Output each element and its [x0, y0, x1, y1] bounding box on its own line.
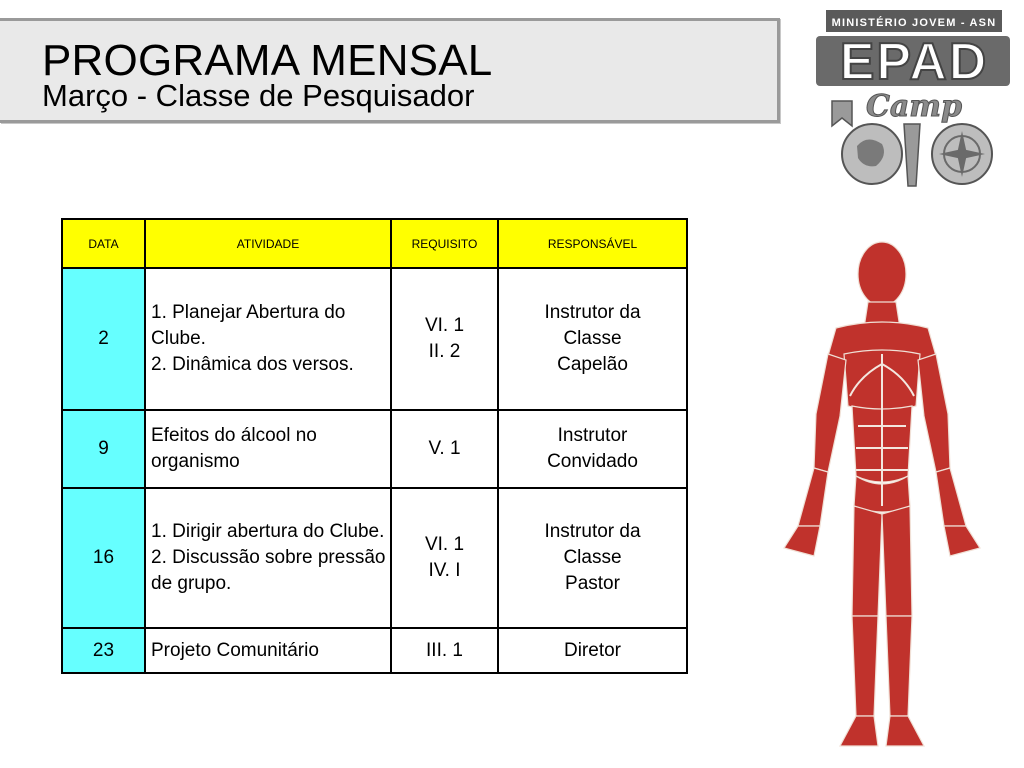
table-row	[62, 628, 687, 673]
figure-right-forearm	[936, 468, 966, 526]
figure-right-foot	[886, 716, 924, 746]
figure-right-upper-arm	[918, 354, 950, 472]
cell-responsible: Instrutor da Classe Capelão	[498, 268, 687, 410]
header-requirement: REQUISITO	[391, 219, 498, 268]
cell-activity: Projeto Comunitário	[145, 628, 391, 673]
logo-top-text: MINISTÉRIO JOVEM - ASN	[831, 17, 997, 29]
epad-camp-logo	[812, 6, 1012, 192]
cell-responsible: Instrutor da Classe Pastor	[498, 488, 687, 628]
table-row	[62, 268, 687, 410]
figure-head	[858, 242, 906, 306]
cell-date: 9	[62, 410, 145, 488]
figure-right-hand	[944, 526, 980, 556]
figure-left-hand	[784, 526, 820, 556]
figure-left-shin	[852, 616, 878, 716]
figure-left-foot	[840, 716, 878, 746]
logo-torch-icon	[904, 124, 920, 186]
table-header-row	[62, 219, 687, 268]
cell-requirement: VI. 1 IV. I	[391, 488, 498, 628]
cell-requirement: III. 1	[391, 628, 498, 673]
cell-activity: Efeitos do álcool no organismo	[145, 410, 391, 488]
cell-requirement: V. 1	[391, 410, 498, 488]
cell-responsible: Diretor	[498, 628, 687, 673]
page-subtitle: Março - Classe de Pesquisador	[42, 78, 475, 113]
cell-date: 16	[62, 488, 145, 628]
figure-left-thigh	[852, 506, 882, 616]
title-banner	[0, 18, 780, 123]
cell-activity: 1. Planejar Abertura do Clube. 2. Dinâmica dos versos.	[145, 268, 391, 410]
cell-responsible: Instrutor Convidado	[498, 410, 687, 488]
logo-script-text: Camp	[865, 89, 963, 124]
header-responsible: RESPONSÁVEL	[498, 219, 687, 268]
cell-date: 2	[62, 268, 145, 410]
cell-date: 23	[62, 628, 145, 673]
cell-requirement: VI. 1 II. 2	[391, 268, 498, 410]
table-row	[62, 488, 687, 628]
figure-right-thigh	[882, 506, 912, 616]
muscle-anatomy-figure	[770, 236, 995, 761]
header-activity: ATIVIDADE	[145, 219, 391, 268]
figure-right-shin	[886, 616, 912, 716]
logo-main-text: EPAD	[839, 33, 989, 91]
figure-left-forearm	[798, 468, 828, 526]
header-date: DATA	[62, 219, 145, 268]
cell-activity: 1. Dirigir abertura do Clube. 2. Discussão sobre pressão de grupo.	[145, 488, 391, 628]
program-table	[61, 218, 688, 674]
logo-shield-icon	[832, 101, 852, 126]
figure-left-upper-arm	[814, 354, 846, 472]
table-row	[62, 410, 687, 488]
page-title: PROGRAMA MENSAL	[42, 36, 493, 85]
